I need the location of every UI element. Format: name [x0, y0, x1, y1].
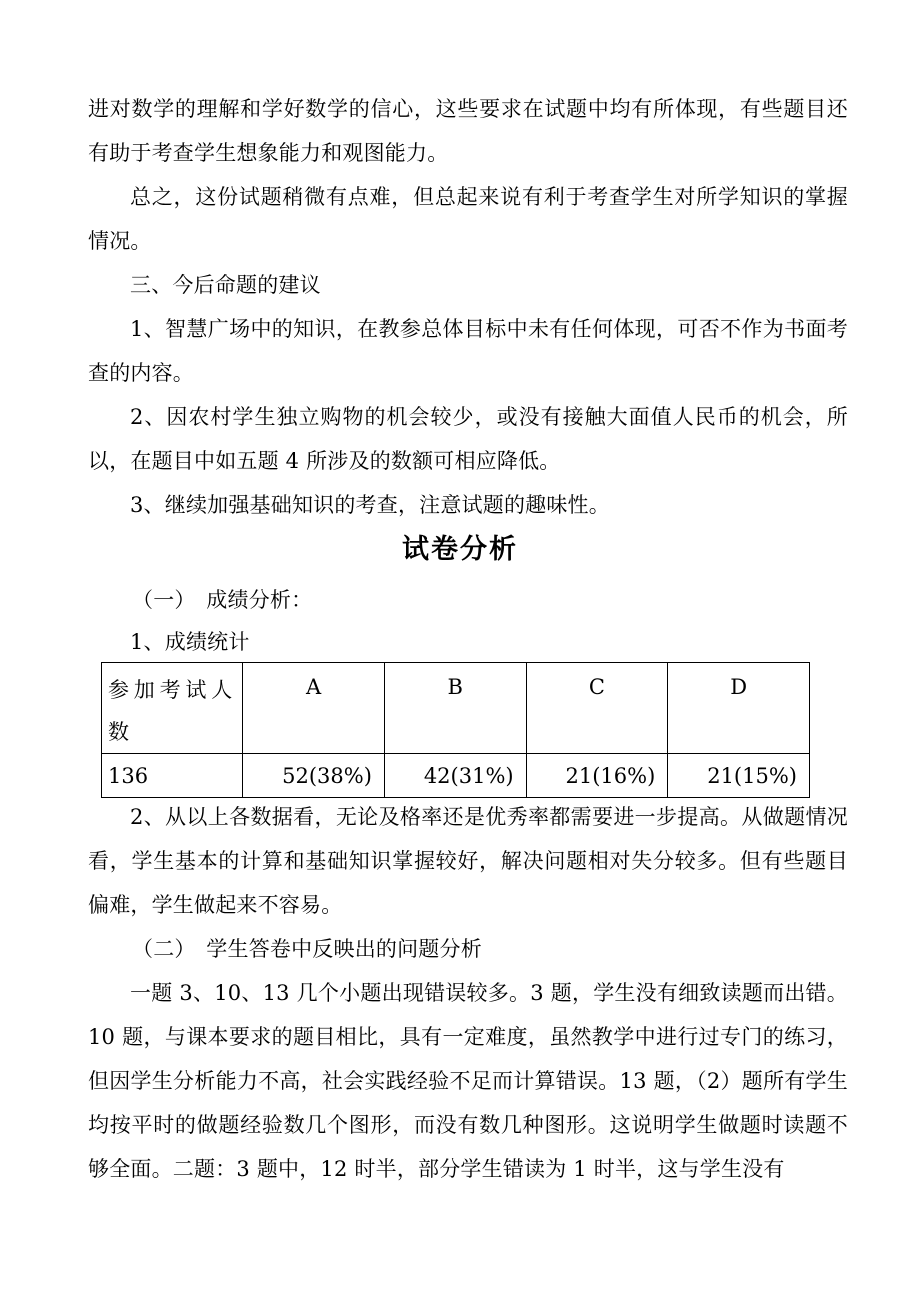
table-cell: 136	[102, 754, 243, 798]
paragraph-data-conclusion: 2、从以上各数据看，无论及格率还是优秀率都需要进一步提高。从做题情况看，学生基本的计算和基础知识掌握较好，解决问题相对失分较多。但有些题目偏难，学生做起来不容易。	[88, 805, 848, 917]
table-header-cell: A	[243, 663, 385, 754]
section-heading-problem-analysis: （二） 学生答卷中反映出的问题分析	[132, 937, 482, 961]
paragraph-suggestion-1: 1、智慧广场中的知识，在教参总体目标中未有任何体现，可否不作为书面考查的内容。	[88, 317, 848, 385]
table-row	[102, 754, 810, 798]
paragraph-suggestion-2: 2、因农村学生独立购物的机会较少，或没有接触大面值人民币的机会，所以，在题目中如五题 4 所涉及的数额可相应降低。	[88, 405, 848, 473]
section-heading-score-analysis: （一） 成绩分析：	[132, 588, 313, 612]
table-header-cell: C	[526, 663, 668, 754]
paragraph-suggestion-3: 3、继续加强基础知识的考查，注意试题的趣味性。	[130, 493, 610, 517]
paragraph-intro-continuation: 进对数学的理解和学好数学的信心，这些要求在试题中均有所体现，有些题目还有助于考查学生想象能力和观图能力。	[88, 97, 848, 165]
table-header-cell: D	[668, 663, 810, 754]
paragraph-problem-analysis: 一题 3、10、13 几个小题出现错误较多。3 题，学生没有细致读题而出错。10 题，与课本要求的题目相比，具有一定难度，虽然教学中进行过专门的练习，但因学生分析能力不高，社会实践经验不足而计算错误。13 题，（2）题所有学生均按平时的做题经验数几个图形，而没有数几种图形。这说明学生做题时读题不够全面。二题：3 题中，12 时半，部分学生错读为 1 时半，这与学生没有	[88, 981, 848, 1181]
page-title: 试卷分析	[402, 534, 518, 565]
score-table	[101, 662, 810, 798]
paragraph-summary: 总之，这份试题稍微有点难，但总起来说有利于考查学生对所学知识的掌握情况。	[88, 185, 848, 253]
table-cell: 42(31%)	[384, 754, 526, 798]
table-cell: 52(38%)	[243, 754, 385, 798]
subheading-score-statistics: 1、成绩统计	[130, 630, 250, 654]
table-header-cell: B	[384, 663, 526, 754]
section-heading-suggestions: 三、今后命题的建议	[130, 273, 321, 297]
table-header-cell: 参加考试人数	[102, 663, 243, 754]
table-cell: 21(16%)	[526, 754, 668, 798]
table-cell: 21(15%)	[668, 754, 810, 798]
table-header-row	[102, 663, 810, 754]
